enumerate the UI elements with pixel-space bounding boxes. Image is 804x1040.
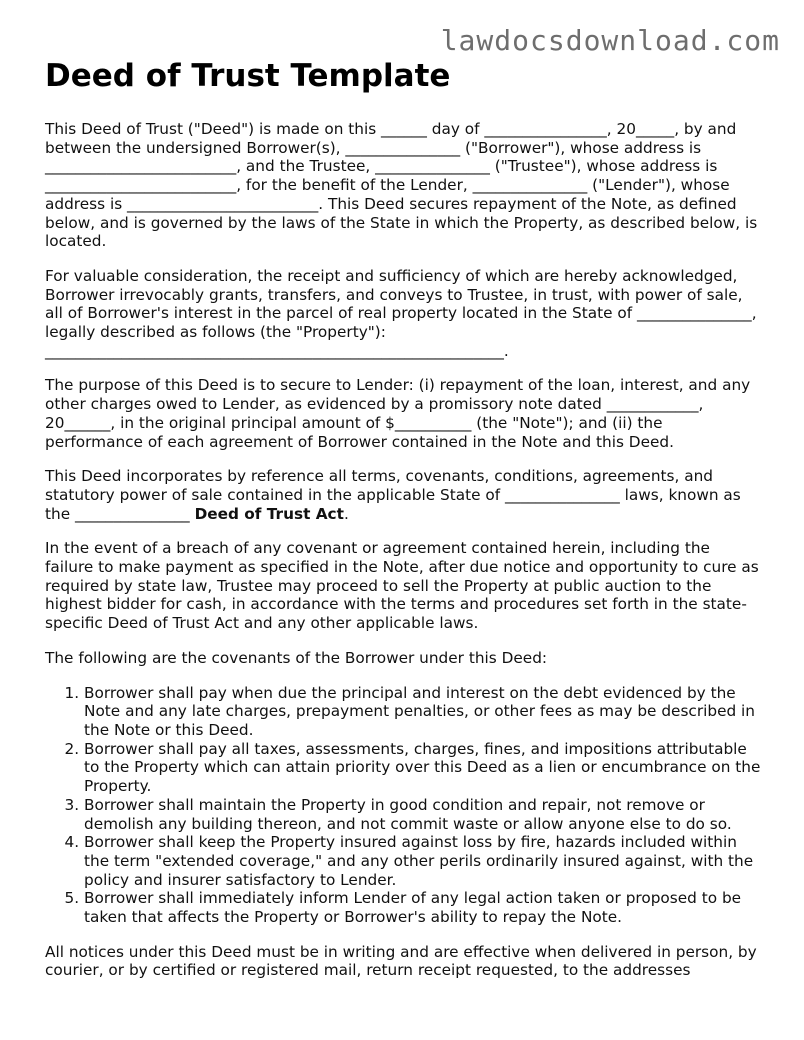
list-item: 5. Borrower shall immediately inform Lender of any legal action taken or proposed to be taken that affects the Property or Borrower's ability to repay the Note. bbox=[84, 889, 761, 926]
document-page bbox=[45, 56, 761, 996]
incorporation-period: . bbox=[343, 504, 349, 523]
covenants-intro: The following are the covenants of the Borrower under this Deed: bbox=[45, 648, 548, 667]
list-item: 1. Borrower shall pay when due the principal and interest on the debt evidenced by the Note and any late charges, prepayment penalties, or other fees as may be described in the Note or this Deed. bbox=[84, 684, 761, 740]
incorporation-text: This Deed incorporates by reference all terms, covenants, conditions, agreements, and statutory power of sale contained in the applicable State of _______________ laws, known as the _______________ bbox=[45, 467, 741, 523]
document-title: Deed of Trust Template bbox=[45, 58, 451, 94]
incorporation-paragraph bbox=[45, 467, 761, 523]
intro-paragraph: This Deed of Trust ("Deed") is made on this ______ day of ________________, 20_____, by and between the undersigned Borrower(s), _______________ ("Borrower"), whose address is _________________________, and the Trustee, _______________ ("Trustee"), whose address is _________________________, for the benefit of the Lender, _______________ ("Lender"), whose address is _________________________. This Deed secures repayment of the Note, as defined below, and is governed by the laws of the State in which the Property, as described below, is located. bbox=[45, 120, 758, 251]
deed-of-trust-act-label: Deed of Trust Act bbox=[194, 504, 344, 523]
grant-paragraph: For valuable consideration, the receipt and sufficiency of which are hereby acknowledged, Borrower irrevocably grants, transfers, and conveys to Trustee, in trust, with power of sale, all of Borrower's interest in the parcel of real property located in the State of _______________, legally described as follows (the "Property"): ____________________________________________________________. bbox=[45, 266, 757, 360]
site-watermark: lawdocsdownload.com bbox=[440, 24, 780, 57]
covenants-list bbox=[45, 684, 761, 927]
list-item: 2. Borrower shall pay all taxes, assessments, charges, fines, and impositions attributable to the Property which can attain priority over this Deed as a lien or encumbrance on the Property. bbox=[84, 740, 761, 796]
purpose-paragraph: The purpose of this Deed is to secure to Lender: (i) repayment of the loan, interest, and any other charges owed to Lender, as evidenced by a promissory note dated ____________, 20______, in the original principal amount of $__________ (the "Note"); and (ii) the performance of each agreement of Borrower contained in the Note and this Deed. bbox=[45, 376, 751, 451]
notices-paragraph: All notices under this Deed must be in writing and are effective when delivered in person, by courier, or by certified or registered mail, return receipt requested, to the addresses bbox=[45, 942, 757, 980]
breach-paragraph: In the event of a breach of any covenant or agreement contained herein, including the failure to make payment as specified in the Note, after due notice and opportunity to cure as required by state law, Trustee may proceed to sell the Property at public auction to the highest bidder for cash, in accordance with the terms and procedures set forth in the state-specific Deed of Trust Act and any other applicable laws. bbox=[45, 539, 759, 633]
list-item: 3. Borrower shall maintain the Property in good condition and repair, not remove or demolish any building thereon, and not commit waste or allow anyone else to do so. bbox=[84, 796, 761, 833]
list-item: 4. Borrower shall keep the Property insured against loss by fire, hazards included within the term "extended coverage," and any other perils ordinarily insured against, with the policy and insurer satisfactory to Lender. bbox=[84, 833, 761, 889]
